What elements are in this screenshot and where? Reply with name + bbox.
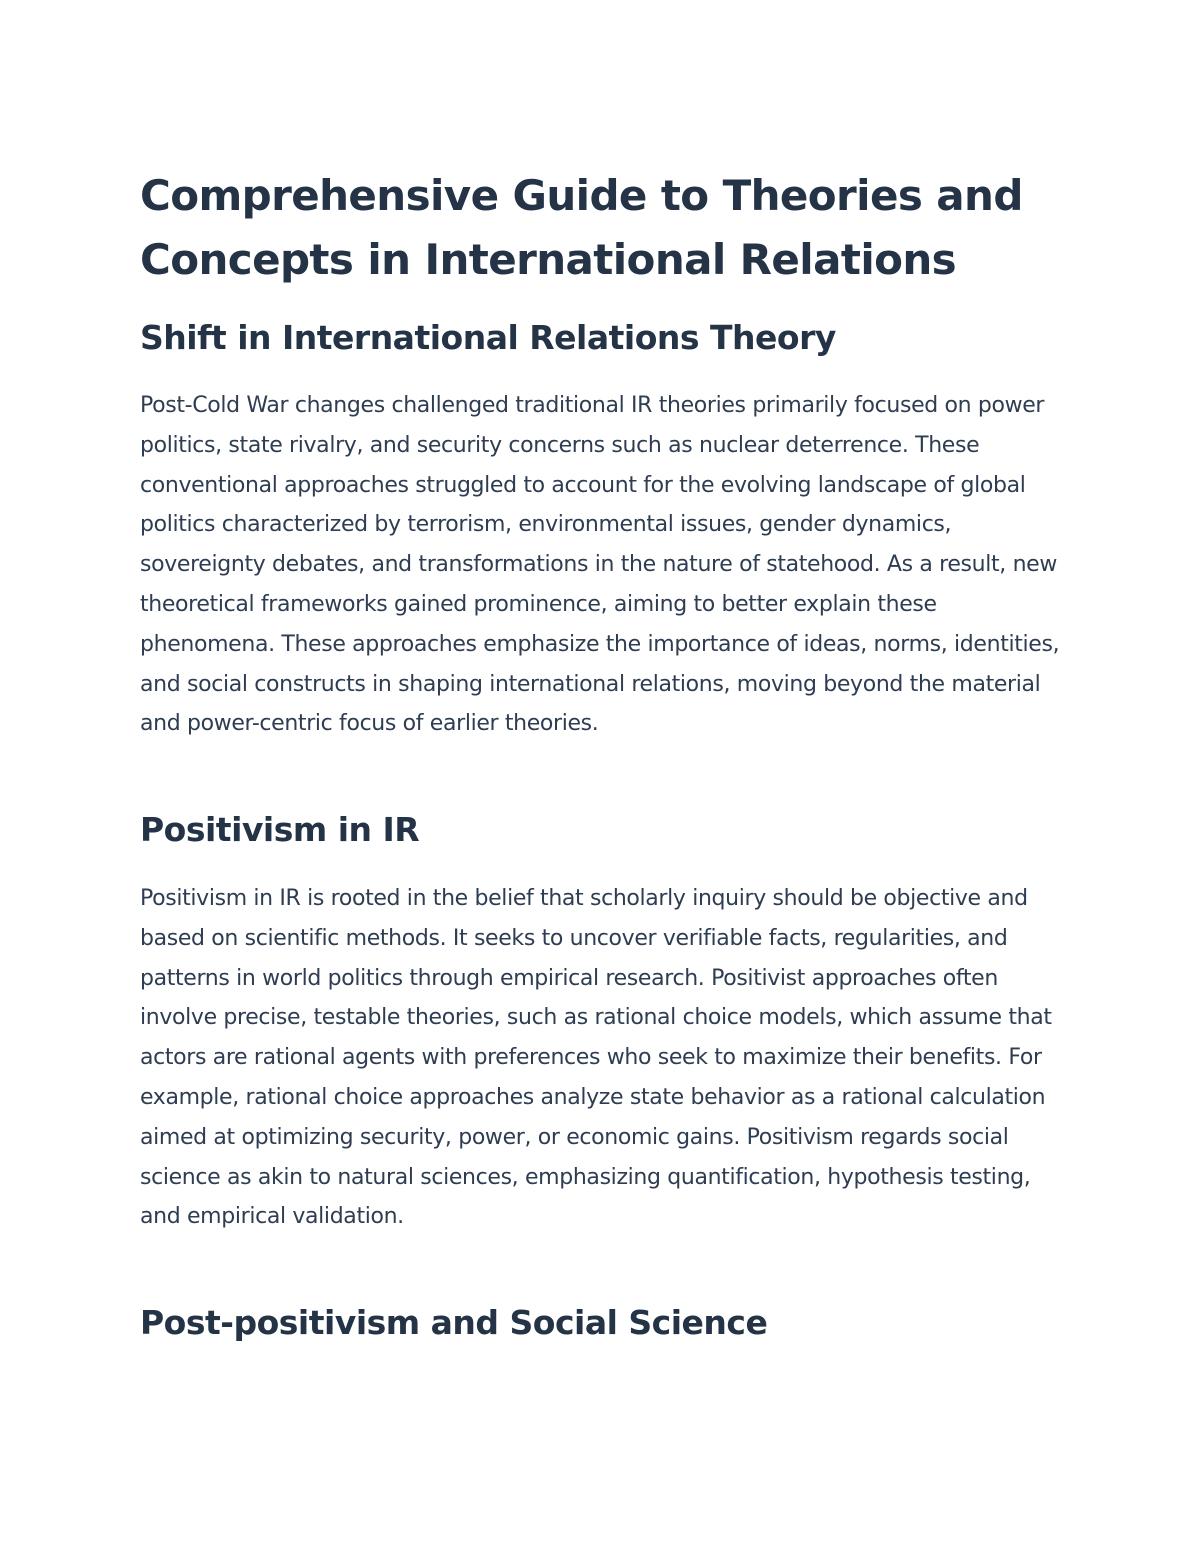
section-heading-positivism-in-ir: Positivism in IR [140, 810, 420, 849]
section-heading-shift-in-ir-theory: Shift in International Relations Theory [140, 318, 836, 357]
section-paragraph-positivism-in-ir: Positivism in IR is rooted in the belief that scholarly inquiry should be objective and based on scientific methods. It seeks to uncover verifiable facts, regularities, and patterns in world politics through empirical research. Positivist approaches often involve precise, testable theories, such as rational choice models, which assume that actors are rational agents with preferences who seek to maximize their benefits. For example, rational choice approaches analyze state behavior as a rational calculation aimed at optimizing security, power, or economic gains. Positivism regards social science as akin to natural sciences, emphasizing quantification, hypothesis testing, and empirical validation. [140, 886, 1052, 1230]
document-page [140, 0, 1060, 1553]
section-heading-post-positivism: Post-positivism and Social Science [140, 1303, 768, 1342]
document-title: Comprehensive Guide to Theories and Concepts in International Relations [140, 171, 1023, 284]
section-paragraph-shift-in-ir-theory: Post-Cold War changes challenged traditional IR theories primarily focused on power politics, state rivalry, and security concerns such as nuclear deterrence. These conventional approaches struggled to account for the evolving landscape of global politics characterized by terrorism, environmental issues, gender dynamics, sovereignty debates, and transformations in the nature of statehood. As a result, new theoretical frameworks gained prominence, aiming to better explain these phenomena. These approaches emphasize the importance of ideas, norms, identities, and social constructs in shaping international relations, moving beyond the material and power-centric focus of earlier theories. [140, 393, 1060, 737]
